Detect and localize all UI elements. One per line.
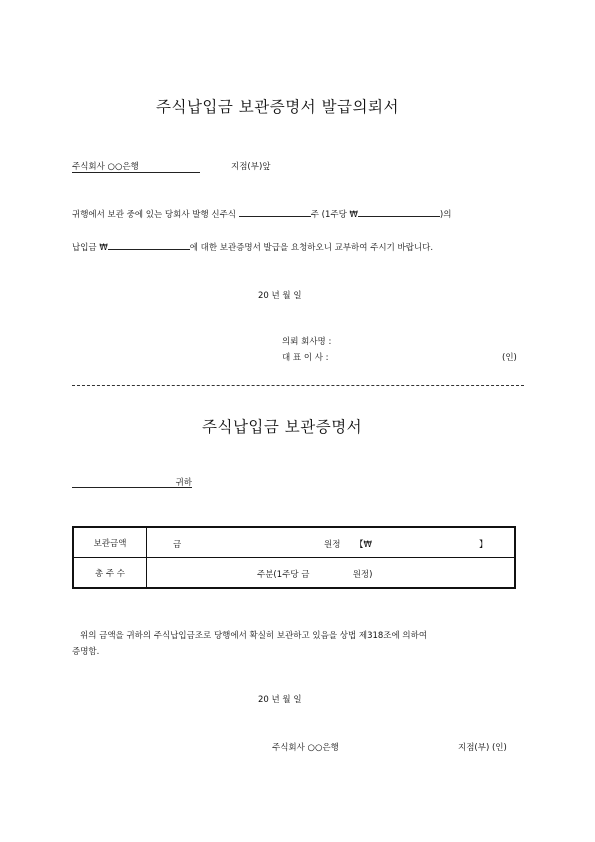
request-body-line2: [72, 240, 433, 253]
amount-bracket-close: 】: [479, 540, 488, 550]
payment-amount-field[interactable]: [108, 240, 190, 250]
total-shares-cell: [147, 558, 516, 589]
issuer-branch-seal: 지점(부) (인): [458, 743, 507, 753]
request-body-line1: [72, 207, 451, 220]
body1-part-b: 주 (1주당 ₩: [310, 210, 358, 220]
deposit-amount-cell: [147, 527, 516, 558]
addressee-branch: 지점(부)앞: [231, 162, 271, 172]
certificate-title: 주식납입금 보관증명서: [202, 418, 363, 436]
total-shares-text: 주분(1주당 금 원정): [257, 570, 373, 580]
table-row: [73, 527, 515, 558]
request-seal: (인): [502, 353, 517, 363]
amount-prefix: 금: [173, 540, 182, 550]
addressee-company-text: 주식회사 ○○은행: [72, 162, 139, 172]
certificate-date: 20 년 월 일: [258, 695, 302, 705]
addressee-company: [72, 160, 200, 173]
request-title: 주식납입금 보관증명서 발급의뢰서: [156, 98, 399, 116]
shares-count-field[interactable]: [239, 207, 311, 217]
representative-label: 대 표 이 사 :: [282, 353, 329, 363]
body2-part-a: 납입금 ₩: [72, 243, 108, 253]
issuer-name: 주식회사 ○○은행: [272, 743, 339, 753]
amount-bracket-open: 【₩: [355, 540, 372, 550]
body1-part-a: 귀행에서 보관 중에 있는 당회사 발행 신주식: [72, 210, 237, 220]
request-date: 20 년 월 일: [258, 291, 302, 301]
recipient-line[interactable]: [72, 476, 192, 488]
price-per-share-field[interactable]: [358, 207, 440, 217]
cut-line-divider: [72, 385, 524, 386]
recipient-suffix: 귀하: [175, 478, 192, 488]
body1-part-c: )의: [439, 210, 452, 220]
certificate-body-line1: 위의 금액을 귀하의 주식납입금조로 당행에서 확실히 보관하고 있음을 상법 제318조에 의하여: [80, 631, 428, 641]
total-shares-label: 총 주 수: [73, 558, 147, 589]
body2-part-b: 에 대한 보관증명서 발급을 요청하오니 교부하여 주시기 바랍니다.: [189, 243, 434, 253]
company-name-label: 의뢰 회사명 :: [282, 337, 332, 347]
table-row: [73, 558, 515, 589]
amount-won: 원정: [324, 540, 341, 550]
deposit-amount-label: 보관금액: [73, 527, 147, 558]
certificate-body-line2: 증명함.: [72, 647, 100, 657]
certificate-table: [72, 526, 516, 589]
